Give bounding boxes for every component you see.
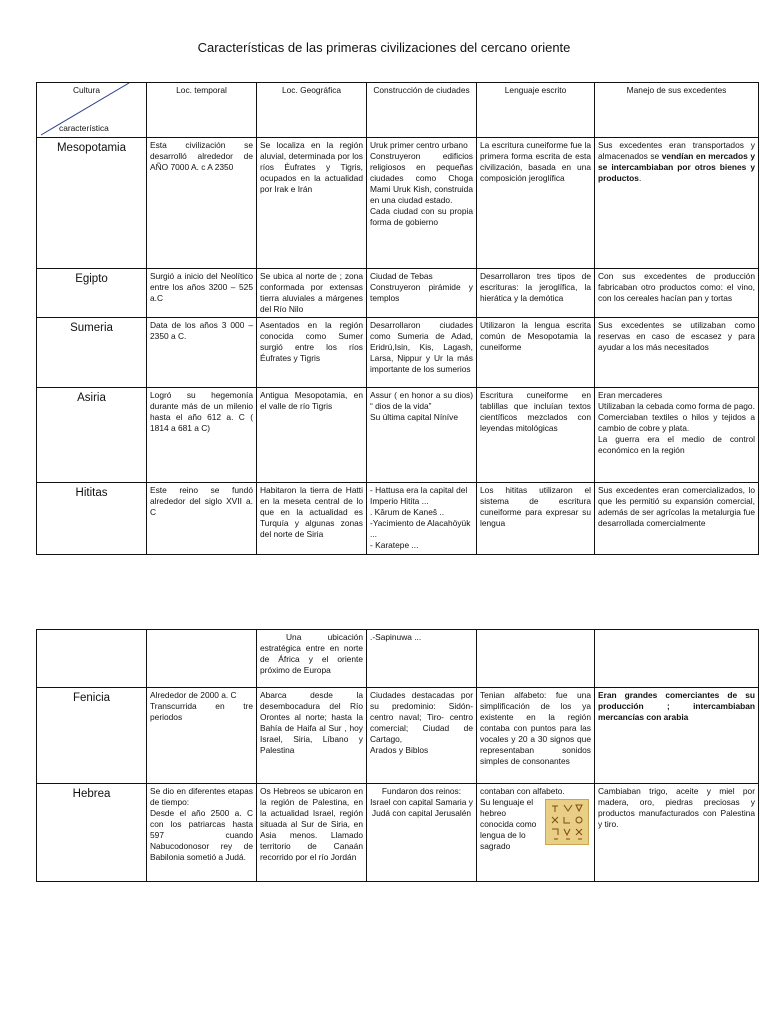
writing-cell: Tenian alfabeto: fue una simplificación de los ya existente en la región contaba con puntos para las vocales y 20 a 30 signos que representaban sonidos simples de consonantes bbox=[477, 688, 595, 784]
surplus-line: La guerra era el medio de control económico en la región bbox=[598, 434, 755, 455]
writing-cell: La escritura cuneiforme fue la primera forma escrita de esta civilización, basada en una composición jeroglífica bbox=[477, 138, 595, 269]
culture-name: Hebrea bbox=[37, 784, 147, 882]
empty-cell bbox=[37, 630, 147, 688]
temporal-cell: Esta civilización se desarrolló alrededor de AÑO 7000 A. c A 2350 bbox=[147, 138, 257, 269]
geographic-cell: Habitaron la tierra de Hatti en la meseta central de lo que en la actualidad es Turquía y algunas zonas del norte de Siria bbox=[257, 483, 367, 555]
writing-cell bbox=[477, 784, 595, 882]
temporal-line: Alrededor de 2000 a. C bbox=[150, 690, 237, 700]
table-row-hititas bbox=[37, 483, 759, 555]
table-row-egipto bbox=[37, 269, 759, 318]
geographic-cell: Os Hebreos se ubicaron en la región de Palestina, en la actualidad Israel, región situada al Sur de Siria, en Asia menos. Llamado territorio de Canaán recorrido por el río Jordán bbox=[257, 784, 367, 882]
construction-line: Ciudades destacadas por su predominio: Sidón- centro naval; Tiro- centro comercial; Ciudad de Cartago, bbox=[370, 690, 473, 744]
empty-cell bbox=[595, 630, 759, 688]
geographic-cell: Asentados en la región conocida como Sumer surgió entre los ríos Éufrates y Tigris bbox=[257, 318, 367, 388]
geographic-cell: Se ubica al norte de ; zona conformada por extensas tierra aluviales a márgenes del Río Nilo bbox=[257, 269, 367, 318]
alphabet-glyphs-icon bbox=[546, 800, 588, 844]
writing-cell: Escritura cuneiforme en tablillas que incluían textos científicos mezclados con leyendas mitológicas bbox=[477, 388, 595, 483]
surplus-bold-text: vendían en mercados y se intercambiaban por otros bienes y productos bbox=[598, 151, 755, 183]
surplus-cell bbox=[595, 138, 759, 269]
column-header-geographic: Loc. Geográfica bbox=[257, 83, 367, 138]
table-row-continuation bbox=[37, 630, 759, 688]
culture-name: Hititas bbox=[37, 483, 147, 555]
construction-cell: Desarrollaron ciudades como Sumeria de Adad, Eridrú,Isin, Kis, Lagash, Larsa, Nippur y Ur la más importante de los sumerios bbox=[367, 318, 477, 388]
construction-line: Israel con capital Samaria y Judá con capital Jerusalén bbox=[370, 797, 473, 818]
corner-label-characteristic: característica bbox=[59, 123, 109, 133]
construction-cell: .-Sapinuwa ... bbox=[367, 630, 477, 688]
construction-cell bbox=[367, 138, 477, 269]
culture-name: Fenicia bbox=[37, 688, 147, 784]
surplus-cell bbox=[595, 688, 759, 784]
writing-cell: Los hititas utilizaron el sistema de escritura cuneiforme para expresar su lengua bbox=[477, 483, 595, 555]
writing-line: Su lenguaje el hebreo conocida como lengua de lo sagrado bbox=[480, 797, 537, 851]
temporal-line: Transcurrida en tre periodos bbox=[150, 701, 253, 722]
construction-line: - Hattusa era la capital del Imperio Hitita ... bbox=[370, 485, 468, 506]
construction-cell bbox=[367, 784, 477, 882]
column-header-construction: Construcción de ciudades bbox=[367, 83, 477, 138]
construction-line: -Yacimiento de Alacahöyük ... bbox=[370, 518, 471, 539]
geographic-cell: Abarca desde la desembocadura del Río Orontes al norte; hasta la Bahía de Haifa al Sur , hoy Israel, Siria, Líbano y Palestina bbox=[257, 688, 367, 784]
table-row-sumeria bbox=[37, 318, 759, 388]
geographic-cell: Se localiza en la región aluvial, determinada por los ríos Éufrates y Tigris, ocupados en la actualidad por Irak e Irán bbox=[257, 138, 367, 269]
geographic-cell: Antigua Mesopotamia, en el valle de río Tigris bbox=[257, 388, 367, 483]
civilizations-table-continued bbox=[36, 629, 759, 882]
construction-line: Fundaron dos reinos: bbox=[381, 786, 462, 796]
column-header-surplus: Manejo de sus excedentes bbox=[595, 83, 759, 138]
hebrew-alphabet-image bbox=[545, 799, 589, 845]
construction-line: Arados y Biblos bbox=[370, 745, 429, 755]
surplus-line: Comerciaban textiles o hilos y tejidos a cambio de cobre y plata. bbox=[598, 412, 755, 433]
writing-line: contaban con alfabeto. bbox=[480, 786, 565, 796]
table-row-hebrea bbox=[37, 784, 759, 882]
surplus-bold-text: Eran grandes comerciantes de su producción ; intercambiaban mercancías con arabia bbox=[598, 690, 755, 722]
culture-name: Mesopotamia bbox=[37, 138, 147, 269]
temporal-line: Desde el año 2500 a. C con los patriarcas hasta 597 cuando Nabucodonosor rey de Babilonia sometió a Judá. bbox=[150, 808, 253, 862]
construction-line: Su última capital Níníve bbox=[370, 412, 458, 422]
corner-label-culture: Cultura bbox=[73, 85, 100, 95]
construction-cell bbox=[367, 688, 477, 784]
writing-cell: Desarrollaron tres tipos de escrituras: la jeroglífica, la hierática y la demótica bbox=[477, 269, 595, 318]
empty-cell bbox=[477, 630, 595, 688]
construction-line: - Karatepe ... bbox=[370, 540, 419, 550]
page-title: Características de las primeras civilizaciones del cercano oriente bbox=[197, 40, 571, 55]
table-row-fenicia bbox=[37, 688, 759, 784]
geographic-cell: Una ubicación estratégica entre en norte de África y el oriente próximo de Europa bbox=[257, 630, 367, 688]
table-row-asiria bbox=[37, 388, 759, 483]
construction-cell bbox=[367, 269, 477, 318]
column-header-writing: Lenguaje escrito bbox=[477, 83, 595, 138]
construction-cell bbox=[367, 483, 477, 555]
temporal-cell: Este reino se fundó alrededor del siglo XVII a. C bbox=[147, 483, 257, 555]
temporal-cell bbox=[147, 688, 257, 784]
temporal-cell: Logró su hegemonía durante más de un milenio hasta el año 612 a. C ( 1814 a 681 a C) bbox=[147, 388, 257, 483]
construction-line: Uruk primer centro urbano bbox=[370, 140, 468, 150]
construction-line: . Kârum de Kaneš .. bbox=[370, 507, 445, 517]
surplus-cell: Con sus excedentes de producción fabricaban otro productos como: el vino, con los cereales hacían pan y tortas bbox=[595, 269, 759, 318]
culture-name: Egipto bbox=[37, 269, 147, 318]
surplus-line: Utilizaban la cebada como forma de pago. bbox=[598, 401, 755, 411]
header-row bbox=[37, 83, 759, 138]
surplus-line: Eran mercaderes bbox=[598, 390, 663, 400]
construction-line: Cada ciudad con su propia forma de gobierno bbox=[370, 206, 473, 227]
table-row-mesopotamia bbox=[37, 138, 759, 269]
culture-name: Asiria bbox=[37, 388, 147, 483]
surplus-cell: Sus excedentes se utilizaban como reservas en caso de escasez y para ayudar a los más necesitados bbox=[595, 318, 759, 388]
construction-cell bbox=[367, 388, 477, 483]
column-header-temporal: Loc. temporal bbox=[147, 83, 257, 138]
temporal-cell bbox=[147, 784, 257, 882]
writing-cell: Utilizaron la lengua escrita común de Mesopotamia la cuneiforme bbox=[477, 318, 595, 388]
construction-line: Construyeron edificios religiosos en pequeñas ciudades como Choga Mami Uruk Kish, construida en una ciudad estado. bbox=[370, 151, 473, 205]
surplus-cell: Cambiaban trigo, aceite y miel por madera, oro, piedras preciosas y productos manufacturados con Palestina y tiro. bbox=[595, 784, 759, 882]
temporal-cell: Surgió a inicio del Neolítico entre los años 3200 – 525 a.C bbox=[147, 269, 257, 318]
construction-line: Assur ( en honor a su dios) “ dios de la vida” bbox=[370, 390, 473, 411]
surplus-cell: Sus excedentes eran comercializados, lo que les permitió su expansión comercial, además de ser agrícolas la metalurgia fue desarrollada comercialmente bbox=[595, 483, 759, 555]
empty-cell bbox=[147, 630, 257, 688]
corner-header-cell bbox=[37, 83, 147, 138]
temporal-cell: Data de los años 3 000 – 2350 a C. bbox=[147, 318, 257, 388]
culture-name: Sumeria bbox=[37, 318, 147, 388]
civilizations-table bbox=[36, 82, 759, 555]
construction-line: Ciudad de Tebas bbox=[370, 271, 433, 281]
surplus-text-end: . bbox=[638, 173, 642, 183]
construction-line: Construyeron pirámide y templos bbox=[370, 282, 473, 303]
surplus-text: Sus excedentes eran transportados y almacenados se bbox=[598, 140, 755, 161]
temporal-line: Se dio en diferentes etapas de tiempo: bbox=[150, 786, 253, 807]
surplus-cell bbox=[595, 388, 759, 483]
